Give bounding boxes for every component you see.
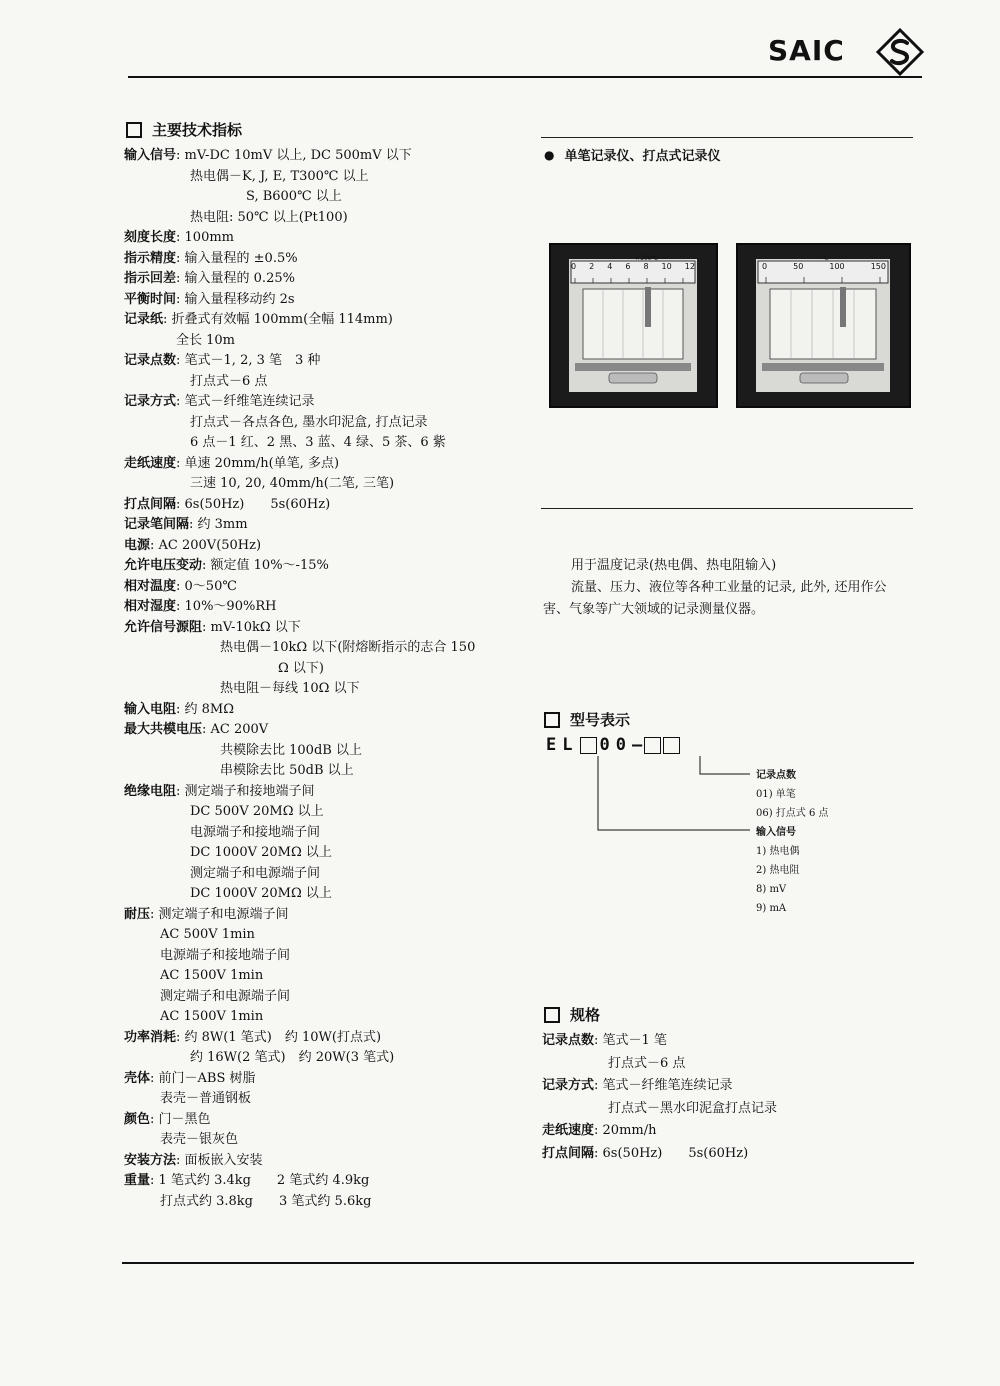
spec-label: 平衡时间 xyxy=(124,291,177,307)
spec-value: : 输入量程移动约 2s xyxy=(176,291,295,307)
spec-line xyxy=(124,597,544,618)
scale-tick-label: 4 xyxy=(607,262,613,271)
spec-value: : 10%～90%RH xyxy=(176,599,277,614)
spec-line xyxy=(124,966,544,987)
spec-label: 记录方式 xyxy=(124,394,177,409)
spec-line xyxy=(124,474,544,495)
spec-value: Ω 以下) xyxy=(278,660,324,676)
model-prefix: EL xyxy=(546,735,579,755)
spec-label: 壳体 xyxy=(124,1070,151,1086)
recorder-window xyxy=(756,255,890,392)
spec-value: 表壳－普通钢板 xyxy=(160,1091,252,1106)
spec-line xyxy=(542,1120,922,1143)
spec-line xyxy=(124,290,544,311)
spec-line xyxy=(124,1069,544,1090)
input-title: 输入信号 xyxy=(756,827,796,838)
model-dash: — xyxy=(631,735,643,755)
spec-line xyxy=(124,556,544,577)
spec-line xyxy=(124,351,544,372)
spec-line xyxy=(124,638,544,659)
scale-tick-label: 2 xyxy=(589,262,595,271)
input-option-2: 2) 热电阻 xyxy=(756,865,800,876)
spec-value: 打点式－黑水印泥盒打点记录 xyxy=(608,1100,778,1116)
spec-value: 打点式－各点各色, 墨水印泥盒, 打点记录 xyxy=(190,414,428,430)
input-option-3: 8) mV xyxy=(756,884,787,895)
heading-box-icon xyxy=(126,122,142,138)
spec-value: 热电偶－10kΩ 以下(附熔断指示的志合 150 xyxy=(220,640,476,655)
points-option-2: 06) 打点式 6 点 xyxy=(756,808,829,819)
recorder-photo-dot xyxy=(549,243,718,408)
spec-value: 电源端子和接地端子间 xyxy=(190,824,321,840)
spec-label: 重量 xyxy=(124,1173,151,1188)
main-specs-heading xyxy=(126,119,242,140)
spec-line xyxy=(542,1030,922,1053)
usage-line-3: 害、气象等广大领域的记录测量仪器。 xyxy=(543,602,765,617)
spec-value: 热电偶－K, J, E, T300℃ 以上 xyxy=(190,168,369,184)
spec-line xyxy=(124,618,544,639)
spec-label: 记录纸 xyxy=(124,312,164,327)
spec-value: : 笔式－1 笔 xyxy=(594,1033,667,1048)
spec-value: 三速 10, 20, 40mm/h(二笔, 三笔) xyxy=(190,476,395,491)
spec-line xyxy=(124,1171,544,1192)
scale-tick-label: 150 xyxy=(870,262,886,271)
right-scale-unit: ℃ xyxy=(822,255,829,262)
spec-value: : AC 200V(50Hz) xyxy=(150,537,262,553)
product-top-rule xyxy=(541,137,913,138)
spec-line xyxy=(124,843,544,864)
spec-line xyxy=(124,659,544,680)
spec-line xyxy=(124,413,544,434)
spec-line xyxy=(124,454,544,475)
spec-line xyxy=(124,1130,544,1151)
product-title xyxy=(544,145,721,164)
spec-value: : 面板嵌入安装 xyxy=(176,1152,263,1168)
points-option-1: 01) 单笔 xyxy=(756,789,796,800)
spec-label: 耐压 xyxy=(124,906,151,922)
scale-tick-label: 8 xyxy=(643,262,649,271)
spec-value: : 折叠式有效幅 100mm(全幅 114mm) xyxy=(163,312,393,327)
spec-heading xyxy=(544,1004,600,1025)
model-mid: 00 xyxy=(599,735,632,755)
spec-line xyxy=(124,823,544,844)
spec-label: 输入信号 xyxy=(124,148,177,163)
spec-label: 刻度长度 xyxy=(124,230,177,245)
spec-label: 相对湿度 xyxy=(124,599,177,614)
spec-label: 记录点数 xyxy=(124,353,177,368)
spec-value: : 笔式－纤维笔连续记录 xyxy=(594,1078,733,1093)
spec-value: : AC 200V xyxy=(202,722,269,737)
spec-value: 测定端子和电源端子间 xyxy=(160,988,291,1004)
spec-value: DC 500V 20MΩ 以上 xyxy=(190,804,324,819)
spec-line xyxy=(124,392,544,413)
spec-value: 电源端子和接地端子间 xyxy=(160,947,291,963)
input-option-4: 9) mA xyxy=(756,903,787,914)
recorder-scale-graphic xyxy=(756,259,890,392)
model-points-box-2 xyxy=(663,737,680,754)
spec-value: : 6s(50Hz) 5s(60Hz) xyxy=(594,1145,749,1161)
saic-emblem-icon xyxy=(876,28,924,76)
main-specs-list xyxy=(124,146,544,1212)
spec-line xyxy=(124,208,544,229)
heading-box-icon xyxy=(544,712,560,728)
input-option-1: 1) 热电偶 xyxy=(756,846,800,857)
heading-box-icon xyxy=(544,1007,560,1023)
spec-label: 打点间隔 xyxy=(542,1145,595,1161)
spec-label: 指示回差 xyxy=(124,271,177,286)
spec-line xyxy=(124,987,544,1008)
spec-line xyxy=(542,1075,922,1098)
model-points-box-1 xyxy=(644,737,661,754)
spec-value: : 单速 20mm/h(单笔, 多点) xyxy=(176,455,340,471)
spec-line xyxy=(124,1089,544,1110)
spec-value: 打点式－6 点 xyxy=(608,1055,686,1071)
recorder-photo-pen xyxy=(736,243,911,408)
spec-line xyxy=(124,905,544,926)
scale-tick-label: 6 xyxy=(625,262,631,271)
spec-value: : mV-DC 10mV 以上, DC 500mV 以下 xyxy=(176,148,412,163)
spec-line xyxy=(542,1143,922,1166)
spec-value: 打点式－6 点 xyxy=(190,373,268,389)
left-scale-labels xyxy=(571,262,695,271)
scale-tick-label: 12 xyxy=(684,262,695,271)
spec-line xyxy=(124,864,544,885)
spec-label: 走纸速度 xyxy=(542,1123,595,1138)
spec-value: 共模除去比 100dB 以上 xyxy=(220,742,362,758)
spec-label: 安装方法 xyxy=(124,1152,177,1168)
spec-value: 热电阻: 50℃ 以上(Pt100) xyxy=(190,209,348,225)
spec-line xyxy=(124,433,544,454)
usage-line-1: 用于温度记录(热电偶、热电阻输入) xyxy=(571,558,777,573)
spec-label: 相对温度 xyxy=(124,578,177,594)
model-heading xyxy=(544,709,630,730)
spec-label: 最大共模电压 xyxy=(124,722,203,737)
spec-line xyxy=(124,1192,544,1213)
spec-line xyxy=(124,146,544,167)
spec-label: 电源 xyxy=(124,537,151,553)
product-title-text: 单笔记录仪、打点式记录仪 xyxy=(564,149,721,164)
spec-line xyxy=(542,1053,922,1076)
spec-value: 串模除去比 50dB 以上 xyxy=(220,763,354,778)
spec-line xyxy=(124,679,544,700)
model-connector-lines xyxy=(590,752,760,842)
spec-value: 6 点－1 红、2 黑、3 蓝、4 绿、5 茶、6 紫 xyxy=(190,435,446,450)
spec-value: S, B600℃ 以上 xyxy=(246,189,342,204)
spec-line xyxy=(124,1048,544,1069)
model-legend xyxy=(756,766,829,918)
spec-label: 打点间隔 xyxy=(124,496,177,512)
spec-line xyxy=(124,228,544,249)
spec-label: 记录点数 xyxy=(542,1033,595,1048)
scale-tick-label: 10 xyxy=(661,262,672,271)
spec-label: 输入电阻 xyxy=(124,701,177,717)
spec-label: 颜色 xyxy=(124,1111,151,1127)
spec-value: AC 500V 1min xyxy=(160,927,255,942)
spec-line xyxy=(124,802,544,823)
recorder-scale-graphic xyxy=(569,259,697,392)
spec-line xyxy=(124,372,544,393)
spec-line xyxy=(124,1007,544,1028)
spec-value: 测定端子和电源端子间 xyxy=(190,865,321,881)
spec-value: AC 1500V 1min xyxy=(160,968,264,983)
spec-line xyxy=(124,331,544,352)
spec-line xyxy=(124,310,544,331)
main-specs-heading-text: 主要技术指标 xyxy=(152,121,243,139)
spec-value: : 约 3mm xyxy=(189,517,248,532)
spec-value: : 测定端子和电源端子间 xyxy=(150,906,289,922)
brand-logo-text: SAIC xyxy=(768,34,845,67)
spec-value: 打点式约 3.8kg 3 笔式约 5.6kg xyxy=(160,1193,372,1209)
spec-label: 绝缘电阻 xyxy=(124,783,177,799)
spec-label: 记录笔间隔 xyxy=(124,517,190,532)
spec-value: : 100mm xyxy=(176,230,234,245)
spec-value: DC 1000V 20MΩ 以上 xyxy=(190,886,332,901)
spec-label: 允许电压变动 xyxy=(124,558,203,573)
spec-value: 全长 10m xyxy=(176,332,236,348)
spec-label: 功率消耗 xyxy=(124,1029,177,1045)
spec-label: 允许信号源阻 xyxy=(124,619,203,635)
spec-value: : 测定端子和接地端子间 xyxy=(176,783,315,799)
scale-tick-label: 0 xyxy=(762,262,768,271)
spec-line xyxy=(124,249,544,270)
spec-label: 走纸速度 xyxy=(124,455,177,471)
spec-line xyxy=(124,925,544,946)
spec-line xyxy=(124,884,544,905)
usage-line-2: 流量、压力、液位等各种工业量的记录, 此外, 还用作公 xyxy=(571,580,887,595)
spec-value: : 额定值 10%～-15% xyxy=(202,558,329,573)
spec-line xyxy=(124,782,544,803)
spec-value: : 笔式－纤维笔连续记录 xyxy=(176,394,315,409)
spec-value: : 输入量程的 0.25% xyxy=(176,271,295,286)
spec-line xyxy=(124,1110,544,1131)
bullet-icon: ● xyxy=(544,147,555,162)
spec-value: 热电阻－每线 10Ω 以下 xyxy=(220,681,360,696)
spec-value: : 6s(50Hz) 5s(60Hz) xyxy=(176,496,331,512)
model-heading-text: 型号表示 xyxy=(570,711,631,729)
right-scale-labels xyxy=(762,262,886,271)
spec-value: : 约 8MΩ xyxy=(176,701,235,717)
spec-value: AC 1500V 1min xyxy=(160,1009,264,1024)
spec-line xyxy=(124,946,544,967)
spec-line xyxy=(124,167,544,188)
spec-value: : 输入量程的 ±0.5% xyxy=(176,250,298,266)
spec-line xyxy=(124,187,544,208)
spec-value: 约 16W(2 笔式) 约 20W(3 笔式) xyxy=(190,1050,395,1065)
spec-value: : 前门－ABS 树脂 xyxy=(150,1070,256,1086)
spec-label: 记录方式 xyxy=(542,1078,595,1093)
points-title: 记录点数 xyxy=(756,770,796,781)
spec-label: 指示精度 xyxy=(124,250,177,266)
spec-value: : 笔式－1, 2, 3 笔 3 种 xyxy=(176,353,321,368)
scale-tick-label: 100 xyxy=(829,262,845,271)
product-bottom-rule xyxy=(541,508,913,509)
spec-line xyxy=(124,515,544,536)
recorder-window xyxy=(569,255,697,392)
scale-tick-label: 50 xyxy=(793,262,804,271)
spec-line xyxy=(124,700,544,721)
spec-line xyxy=(124,1028,544,1049)
spec-line xyxy=(124,741,544,762)
spec-line xyxy=(124,269,544,290)
spec-line xyxy=(124,761,544,782)
spec-line xyxy=(124,1151,544,1172)
footer-rule xyxy=(122,1262,914,1264)
spec-value: 表壳－银灰色 xyxy=(160,1132,239,1147)
spec-list xyxy=(542,1030,922,1165)
header-rule xyxy=(128,76,922,78)
spec-line xyxy=(124,720,544,741)
left-scale-unit: ×100℃ xyxy=(635,255,659,262)
spec-value: : 约 8W(1 笔式) 约 10W(打点式) xyxy=(176,1029,382,1045)
spec-line xyxy=(124,495,544,516)
spec-value: : 0～50℃ xyxy=(176,578,237,594)
spec-value: : 门－黑色 xyxy=(150,1111,211,1127)
scale-tick-label: 0 xyxy=(571,262,577,271)
spec-line xyxy=(542,1098,922,1121)
spec-line xyxy=(124,577,544,598)
spec-value: : 20mm/h xyxy=(594,1123,657,1138)
spec-value: : mV-10kΩ 以下 xyxy=(202,619,301,635)
spec-line xyxy=(124,536,544,557)
spec-value: : 1 笔式约 3.4kg 2 笔式约 4.9kg xyxy=(150,1173,370,1188)
model-input-box xyxy=(580,737,597,754)
spec-value: DC 1000V 20MΩ 以上 xyxy=(190,845,332,860)
spec-heading-text: 规格 xyxy=(570,1006,601,1024)
